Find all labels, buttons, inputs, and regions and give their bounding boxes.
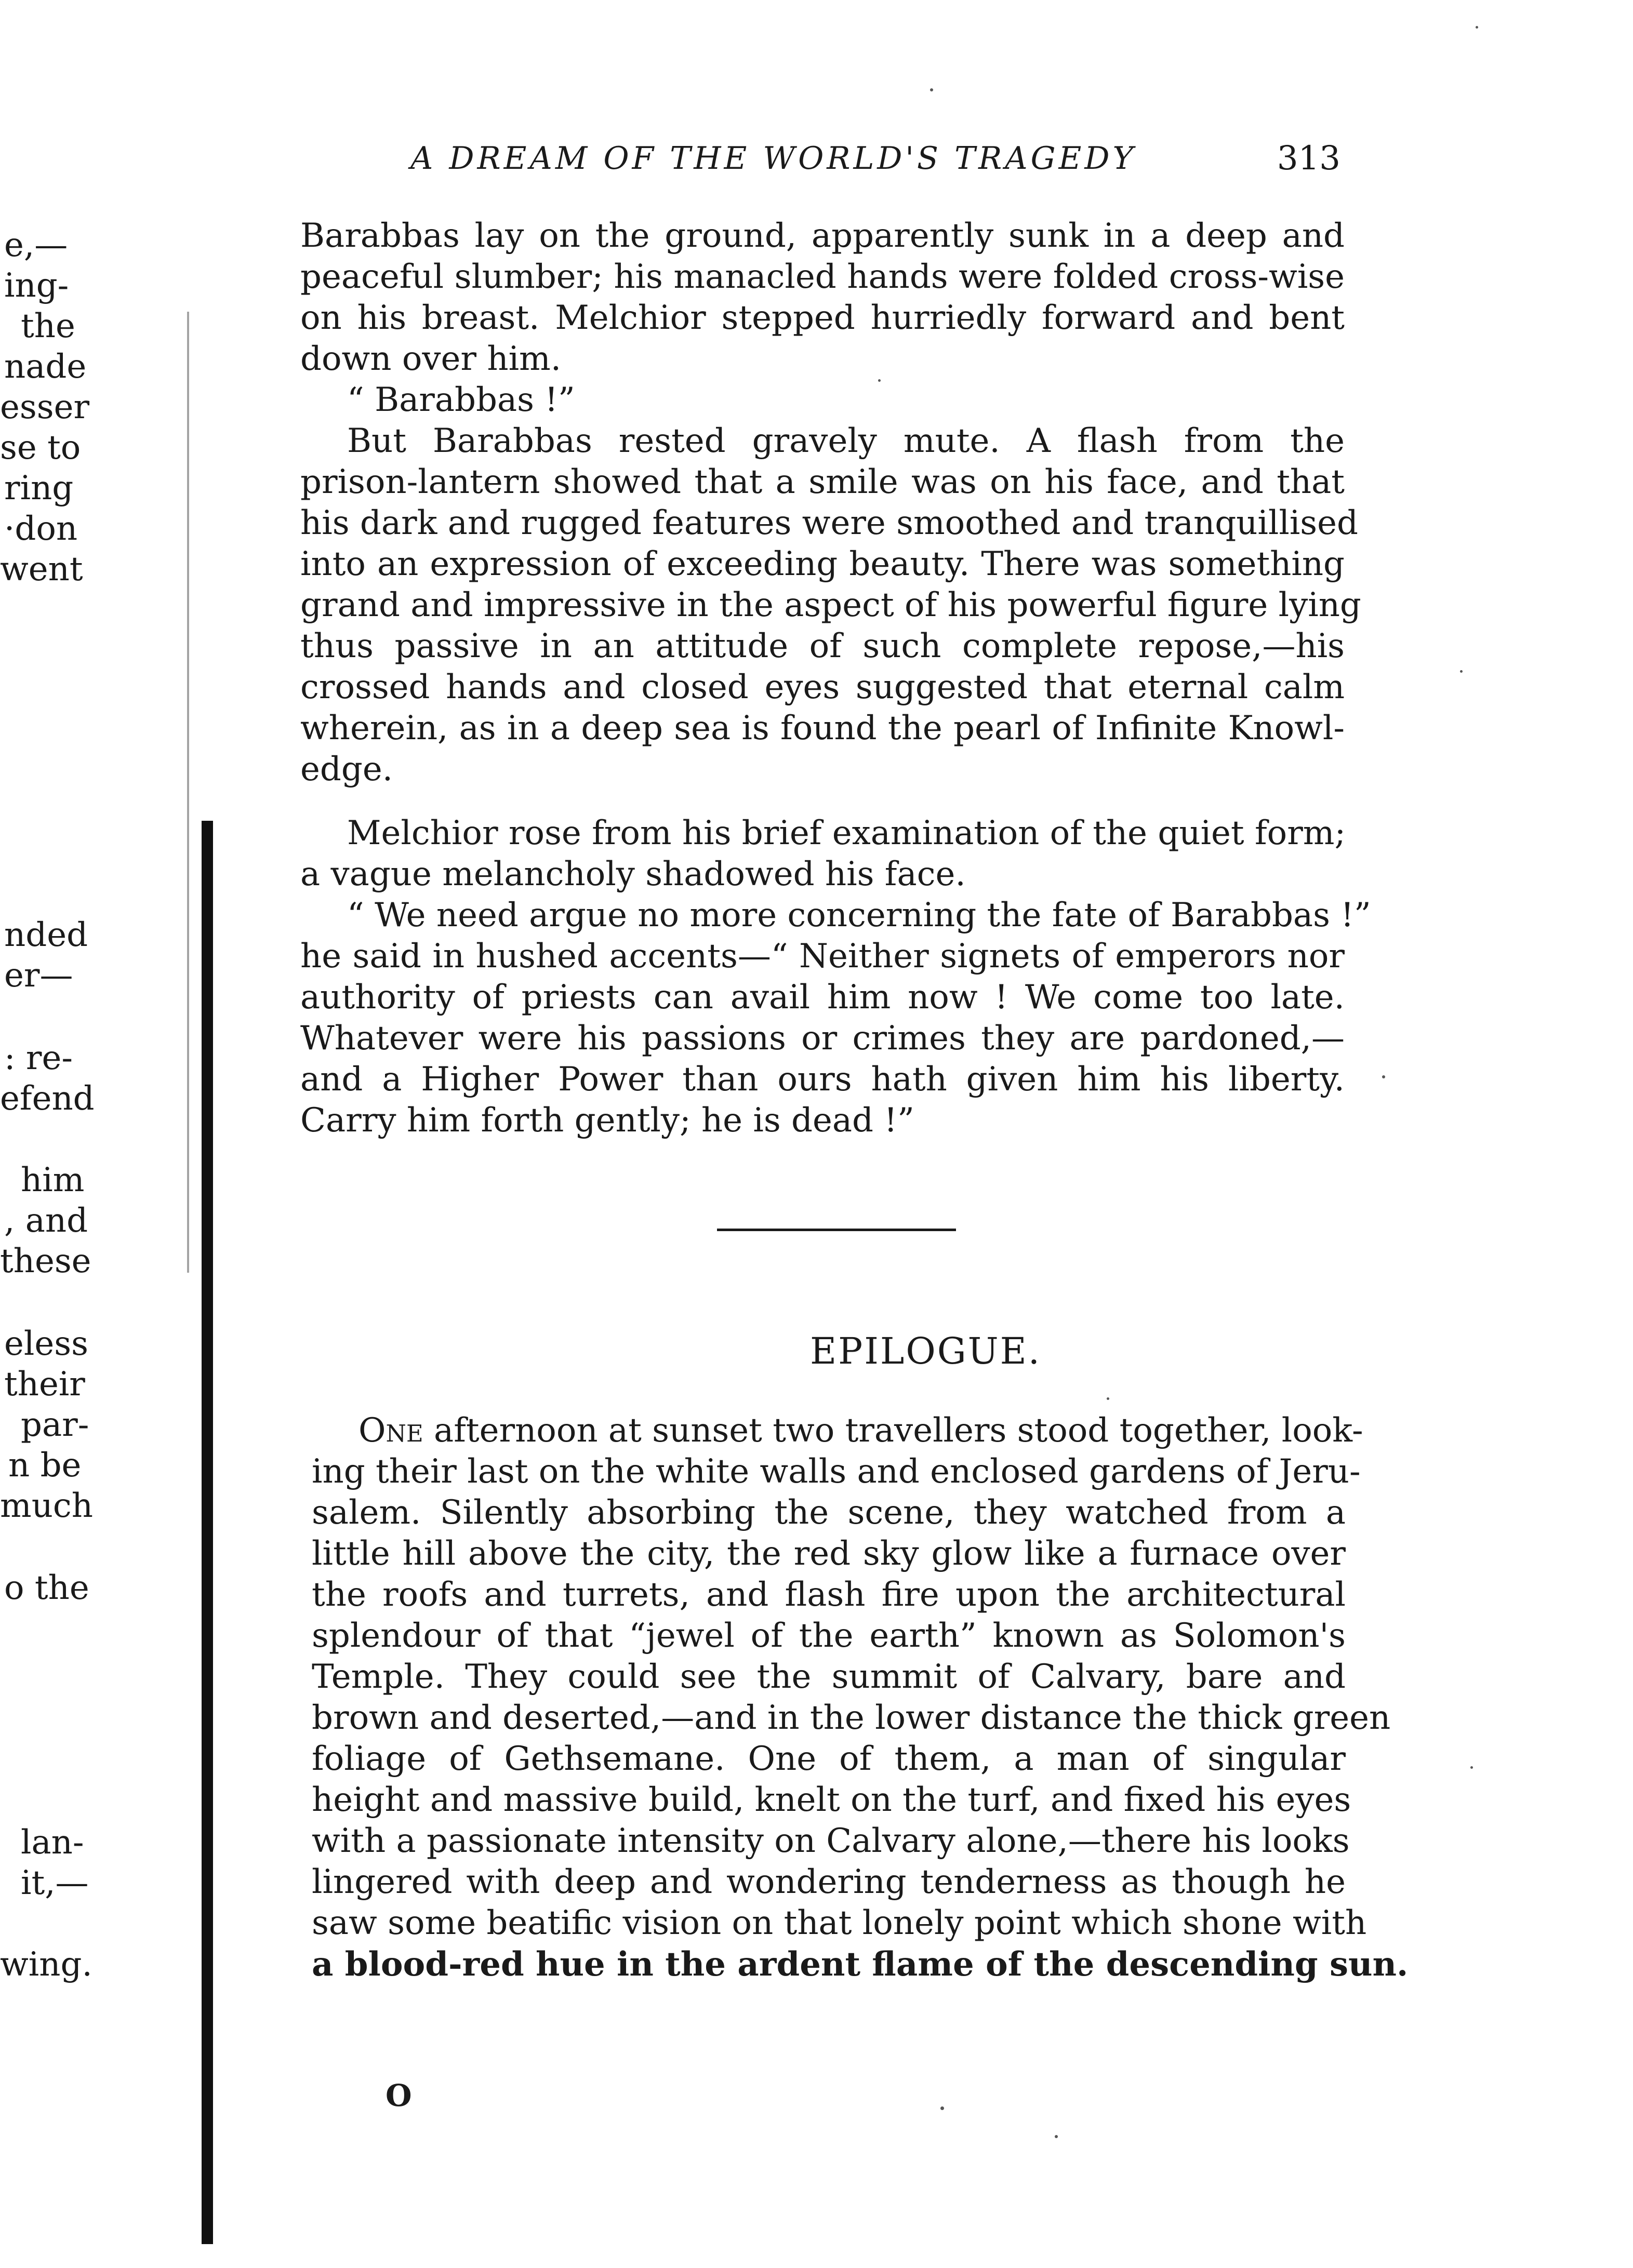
text-line: “ We need argue no more concerning the fate of Barabbas !” (347, 896, 1371, 935)
print-speck (878, 379, 881, 382)
section-divider (717, 1229, 956, 1231)
text-line: a blood-red hue in the ardent flame of the descending sun. (312, 1945, 1409, 1984)
fragment-line: o the (4, 1569, 89, 1607)
fragment-line: e,— (4, 226, 68, 264)
fragment-line: n be (8, 1446, 82, 1485)
text-line: on his breast. Melchior stepped hurriedly forward and bent (300, 299, 1345, 337)
fragment-line: went (0, 550, 83, 589)
print-speck (1470, 1766, 1473, 1769)
text-line: peaceful slumber; his manacled hands were folded cross-wise (300, 258, 1345, 296)
print-speck (1476, 26, 1478, 29)
text-line: wherein, as in a deep sea is found the pearl of Infinite Knowl- (300, 709, 1345, 748)
print-speck (930, 88, 933, 91)
text-line: splendour of that “jewel of the earth” known as Solomon's (312, 1617, 1346, 1655)
text-line: and a Higher Power than ours hath given him his liberty. (300, 1060, 1345, 1099)
fragment-line: er— (4, 956, 73, 995)
text-line: down over him. (300, 340, 562, 378)
fragment-line: , and (4, 1202, 88, 1240)
fragment-line: par- (21, 1406, 89, 1444)
print-speck (940, 2106, 944, 2110)
fragment-line: the (21, 307, 75, 345)
text-line: lingered with deep and wondering tenderness as though he (312, 1863, 1346, 1901)
text-line: he said in hushed accents—“ Neither signets of emperors nor (300, 937, 1345, 976)
print-speck (1382, 1075, 1385, 1078)
text-line: thus passive in an attitude of such complete repose,—his (300, 627, 1345, 665)
text-line: into an expression of exceeding beauty. There was something (300, 545, 1345, 583)
fragment-line: much (0, 1487, 93, 1525)
fragment-line: : re- (4, 1039, 73, 1077)
text-line: Melchior rose from his brief examination of the quiet form; (347, 814, 1346, 852)
fragment-line: ·don (4, 510, 78, 548)
facing-page-fragments (0, 0, 120, 2268)
fragment-line: wing. (0, 1945, 92, 1984)
fragment-line: him (21, 1161, 85, 1199)
text-line: saw some beatific vision on that lonely point which shone with (312, 1904, 1367, 1942)
fragment-line: eless (4, 1325, 88, 1363)
fragment-line: ring (4, 469, 74, 508)
text-line: a vague melancholy shadowed his face. (300, 855, 966, 893)
text-line (312, 1410, 1363, 1451)
page-number: 313 (1277, 139, 1340, 178)
running-title: A DREAM OF THE WORLD'S TRAGEDY (410, 140, 1137, 177)
fragment-line: ing- (4, 266, 69, 305)
body-text-section-1 (300, 216, 1361, 790)
epilogue-heading: EPILOGUE. (810, 1330, 1041, 1372)
text-line: edge. (300, 750, 393, 789)
text-line: prison-lantern showed that a smile was on his face, and that (300, 463, 1345, 501)
fragment-line: efend (0, 1079, 95, 1118)
text-line: salem. Silently absorbing the scene, they watched from a (312, 1493, 1346, 1532)
binding-shadow (187, 312, 189, 1273)
drop-word: One (359, 1411, 423, 1450)
fragment-line: nade (4, 348, 87, 386)
print-speck (1460, 670, 1463, 673)
text-line: Whatever were his passions or crimes they are pardoned,— (300, 1019, 1345, 1058)
text-line: Temple. They could see the summit of Calvary, bare and (312, 1658, 1346, 1696)
fragment-line: se to (0, 429, 81, 467)
fragment-line: lan- (21, 1823, 84, 1862)
text-line: grand and impressive in the aspect of his powerful figure lying (300, 586, 1361, 624)
text-line: ing their last on the white walls and enclosed gardens of Jeru- (312, 1452, 1361, 1491)
running-head (410, 135, 1340, 182)
text-line: the roofs and turrets, and flash fire upon the architectural (312, 1576, 1346, 1614)
text-line: little hill above the city, the red sky glow like a furnace over (312, 1535, 1346, 1573)
print-speck (1055, 2135, 1058, 2138)
fragment-line: nded (4, 916, 88, 954)
fragment-line: esser (0, 388, 90, 426)
text-line: Barabbas lay on the ground, apparently sunk in a deep and (300, 217, 1345, 255)
text-line: Carry him forth gently; he is dead !” (300, 1101, 914, 1140)
fragment-line: it,— (21, 1864, 89, 1902)
body-text-section-2 (300, 813, 1371, 1141)
binding-gutter (202, 821, 213, 2244)
epilogue-text (312, 1410, 1409, 1985)
line-rest: afternoon at sunset two travellers stood together, look- (423, 1411, 1363, 1450)
text-line: authority of priests can avail him now ! We come too late. (300, 978, 1345, 1017)
text-line: with a passionate intensity on Calvary alone,—there his looks (312, 1822, 1350, 1860)
text-line: brown and deserted,—and in the lower distance the thick green (312, 1699, 1391, 1737)
text-line: foliage of Gethsemane. One of them, a man of singular (312, 1740, 1346, 1778)
signature-mark: O (386, 2078, 412, 2113)
fragment-line: these (0, 1242, 91, 1280)
text-line: height and massive build, knelt on the turf, and fixed his eyes (312, 1781, 1351, 1819)
text-line: But Barabbas rested gravely mute. A flash from the (347, 422, 1345, 460)
fragment-line: their (4, 1365, 85, 1404)
print-speck (1107, 1397, 1109, 1400)
text-line: “ Barabbas !” (347, 381, 575, 419)
text-line: crossed hands and closed eyes suggested that eternal calm (300, 668, 1345, 706)
text-line: his dark and rugged features were smoothed and tranquillised (300, 504, 1358, 542)
